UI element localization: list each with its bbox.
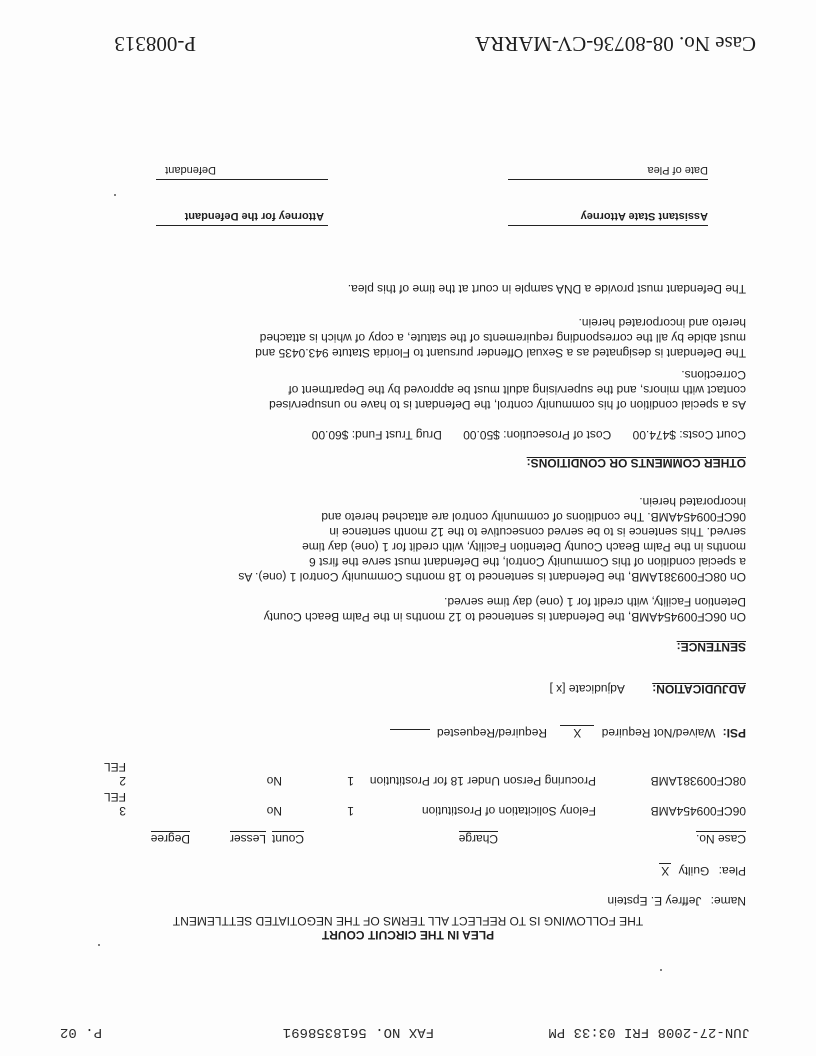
plea-label: Plea:: [718, 864, 746, 878]
plea-mark: X: [661, 864, 670, 878]
plea-line: [659, 863, 746, 878]
row-case-no: 08CF009381AMB: [650, 774, 746, 788]
adjudication-line: [550, 682, 747, 696]
date-of-plea-label: Date of Plea: [647, 164, 708, 176]
text-line: Corrections.: [681, 368, 746, 382]
text-line: incorporated herein.: [639, 495, 746, 509]
fax-datetime: JUN-27-2008 FRI 03:33 PM: [548, 1024, 750, 1040]
text-line: a special condition of this Community Control, the Defendant must serve the first 6: [309, 555, 746, 569]
row-count: 1: [347, 804, 354, 818]
case-footer: [56, 26, 756, 56]
col-charge: Charge: [458, 832, 498, 846]
costs-line: [312, 428, 746, 442]
sentence-paragraph-2: [126, 494, 746, 584]
table-row: [103, 760, 746, 788]
dna-condition: The Defendant must provide a DNA sample in court at the time of this plea.: [347, 282, 746, 296]
adjudication-label: ADJUDICATION:: [652, 682, 746, 696]
other-comments-label: OTHER COMMENTS OR CONDITIONS:: [526, 456, 746, 470]
sentence-paragraph-1: [126, 594, 746, 624]
plea-value: Guilty: [678, 864, 710, 878]
fax-header: [60, 1018, 750, 1040]
psi-required-mark: [390, 729, 430, 730]
text-line: must abide by all the corresponding requirements of the statute, a copy of which is attached: [259, 331, 746, 345]
attorney-label: Attorney for the Defendant: [184, 210, 324, 222]
text-line: On 08CF009381AMB, the Defendant is sentenced to 18 months Community Control 1 (one). As: [238, 570, 746, 584]
psi-line: [390, 725, 746, 740]
text-line: months in the Palm Beach County Detention Facility, with credit for 1 (one) day time: [302, 540, 746, 554]
col-count: Count: [271, 832, 304, 846]
sentence-label: SENTENCE:: [676, 640, 746, 654]
asa-signature-line: [508, 225, 708, 226]
scan-speck: [98, 944, 100, 946]
cost-of-prosecution: Cost of Prosecution: $50.00: [463, 428, 612, 442]
bates-number: P-008313: [114, 32, 196, 56]
adjudication-value: Adjudicate [x ]: [549, 682, 625, 696]
row-charge: Procuring Person Under 18 for Prostitution: [369, 774, 596, 788]
row-lesser: No: [266, 804, 282, 818]
text-line: contact with minors, and the supervising adult must be approved by the Department of: [288, 383, 746, 397]
date-of-plea-line: [508, 179, 708, 180]
text-line: hereto and incorporated herein.: [578, 316, 746, 330]
row-case-no: 06CF009454AMB: [650, 804, 746, 818]
minors-condition: [126, 367, 746, 412]
scan-speck: [114, 194, 116, 196]
text-line: served. This sentence is to be served consecutive to the 12 month sentence in: [329, 525, 746, 539]
defendant-label: Defendant: [165, 164, 216, 176]
row-lesser: No: [266, 774, 282, 788]
text-line: As a special condition of his community control, the Defendant is to have no unsupervised: [269, 398, 746, 412]
case-number: Case No. 08-80736-CV-MARRA: [475, 32, 756, 56]
row-degree: 3 FEL: [103, 790, 126, 818]
fax-page-number: P. 02: [59, 1024, 102, 1040]
col-degree: Degree: [150, 832, 190, 846]
name-line: [607, 894, 746, 908]
name-label: Name:: [710, 894, 746, 908]
text-line: The Defendant is designated as a Sexual Offender pursuant to Florida Statute 943.0435 and: [255, 346, 746, 360]
col-case-no: Case No.: [695, 832, 746, 846]
text-line: On 06CF009454AMB, the Defendant is sentenced to 12 months in the Palm Beach County: [263, 610, 746, 624]
attorney-signature-line: [156, 225, 328, 226]
document-title: PLEA IN THE CIRCUIT COURT: [321, 928, 495, 942]
row-charge: Felony Solicitation of Prostitution: [421, 804, 596, 818]
text-line: 06CF009454AMB. The conditions of community control are attached hereto and: [321, 510, 746, 524]
fax-number: FAX NO. 5618358691: [282, 1024, 434, 1040]
defendant-signature-line: [156, 179, 328, 180]
text-line: Detention Facility, with credit for 1 (one) day time served.: [444, 595, 746, 609]
court-costs: Court Costs: $474.00: [632, 428, 746, 442]
table-row: [103, 790, 746, 818]
drug-trust-fund: Drug Trust Fund: $60.00: [311, 428, 442, 442]
psi-label: PSI:: [722, 726, 746, 740]
sexual-offender-condition: [126, 315, 746, 360]
row-count: 1: [347, 774, 354, 788]
asa-label: Assistant State Attorney: [580, 210, 708, 222]
psi-option-waived: Waived/Not Required: [601, 726, 716, 740]
name-value: Jeffrey E. Epstein: [607, 894, 702, 908]
scan-speck: [660, 969, 662, 971]
row-degree: 2 FEL: [103, 760, 126, 788]
charges-table-header: [140, 828, 746, 846]
document-subtitle: THE FOLLOWING IS TO REFLECT ALL TERMS OF THE NEGOTIATED SETTLEMENT: [172, 914, 644, 928]
col-lesser: Lesser: [229, 832, 266, 846]
psi-option-required: Required/Requested: [436, 726, 548, 740]
psi-waived-mark: X: [560, 725, 594, 740]
